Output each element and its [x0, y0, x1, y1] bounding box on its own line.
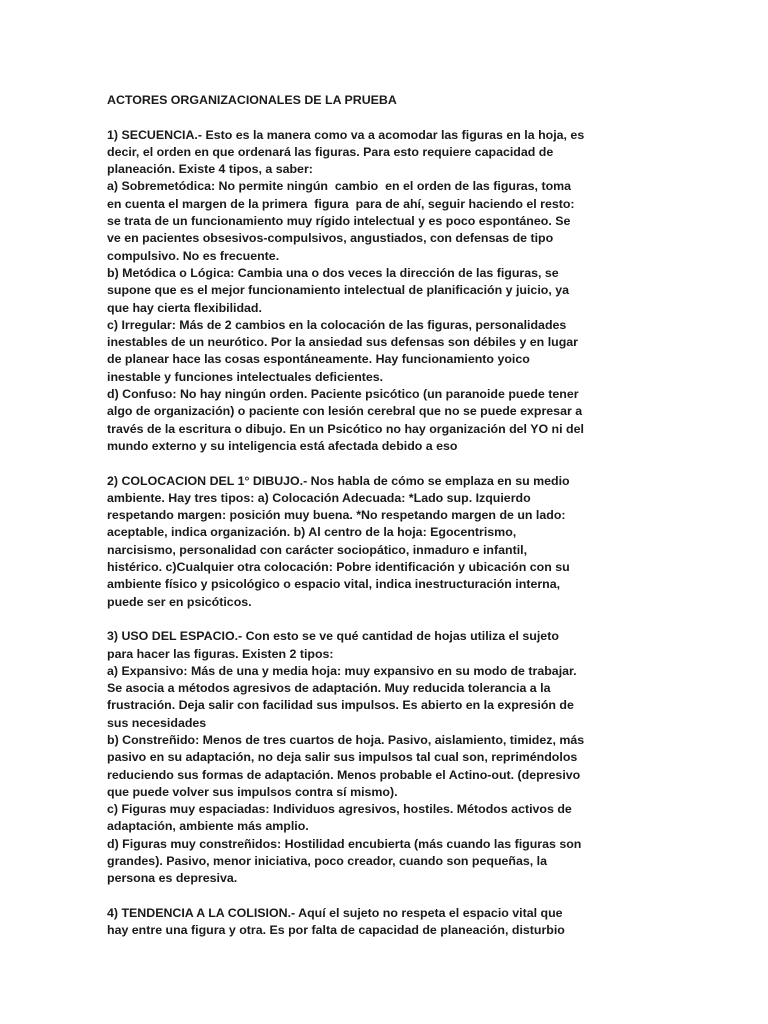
text-line: d) Figuras muy constreñidos: Hostilidad encubierta (más cuando las figuras son [107, 836, 582, 851]
text-line: 2) COLOCACION DEL 1° DIBUJO.- Nos habla de cómo se emplaza en su medio [107, 473, 570, 488]
text-line: que hay cierta flexibilidad. [107, 300, 262, 315]
text-line: ve en pacientes obsesivos-compulsivos, angustiados, con defensas de tipo [107, 231, 554, 246]
text-line: a) Expansivo: Más de una y media hoja: muy expansivo en su modo de trabajar. [107, 663, 577, 678]
text-line: ambiente físico y psicológico o espacio vital, indica inestructuración interna, [107, 577, 561, 592]
text-line: puede ser en psicóticos. [107, 594, 252, 609]
text-line: hay entre una figura y otra. Es por falta de capacidad de planeación, disturbio [107, 923, 565, 938]
text-line: sus necesidades [107, 715, 207, 730]
section-colocacion [107, 473, 729, 611]
text-line: compulsivo. No es frecuente. [107, 248, 280, 263]
text-line: través de la escritura o dibujo. En un Psicótico no hay organización del YO ni del [107, 421, 584, 436]
text-line: que puede volver sus impulsos contra sí mismo). [107, 784, 398, 799]
text-line: persona es depresiva. [107, 871, 238, 886]
section-uso-del-espacio [107, 628, 729, 887]
text-line: d) Confuso: No hay ningún orden. Paciente psicótico (un paranoide puede tener [107, 387, 579, 402]
section-tendencia-colision [107, 905, 729, 940]
text-line: de planear hace las cosas espontáneamente. Hay funcionamiento yoico [107, 352, 530, 367]
text-line: c) Figuras muy espaciadas: Individuos agresivos, hostiles. Métodos activos de [107, 802, 572, 817]
text-line: a) Sobremetódica: No permite ningún cambio en el orden de las figuras, toma [107, 179, 572, 194]
text-line: 1) SECUENCIA.- Esto es la manera como va a acomodar las figuras en la hoja, es [107, 127, 585, 142]
text-line: algo de organización) o paciente con lesión cerebral que no se puede expresar a [107, 404, 583, 419]
text-line: frustración. Deja salir con facilidad sus impulsos. Es abierto en la expresión de [107, 698, 574, 713]
text-line: b) Metódica o Lógica: Cambia una o dos veces la dirección de las figuras, se [107, 265, 559, 280]
section-secuencia [107, 127, 729, 456]
text-line: inestables de un neurótico. Por la ansiedad sus defensas son débiles y en lugar [107, 335, 578, 350]
text-line: decir, el orden en que ordenará las figuras. Para esto requiere capacidad de [107, 144, 554, 159]
document-title: ACTORES ORGANIZACIONALES DE LA PRUEBA [107, 93, 397, 107]
text-line: b) Constreñido: Menos de tres cuartos de hoja. Pasivo, aislamiento, timidez, más [107, 732, 585, 747]
text-line: grandes). Pasivo, menor iniciativa, poco creador, cuando son pequeñas, la [107, 854, 547, 869]
text-line: aceptable, indica organización. b) Al centro de la hoja: Egocentrismo, [107, 525, 517, 540]
text-line: planeación. Existe 4 tipos, a saber: [107, 162, 313, 177]
text-line: 3) USO DEL ESPACIO.- Con esto se ve qué cantidad de hojas utiliza el sujeto [107, 629, 559, 644]
text-line: histérico. c)Cualquier otra colocación: Pobre identificación y ubicación con su [107, 560, 570, 575]
text-line: respetando margen: posición muy buena. *No respetando margen de un lado: [107, 508, 566, 523]
text-line: Se asocia a métodos agresivos de adaptación. Muy reducida tolerancia a la [107, 681, 551, 696]
text-line: mundo externo y su inteligencia está afectada debido a eso [107, 438, 458, 453]
text-line: supone que es el mejor funcionamiento intelectual de planificación y juicio, ya [107, 283, 569, 298]
text-line: adaptación, ambiente más amplio. [107, 819, 309, 834]
text-line: en cuenta el margen de la primera figura para de ahí, seguir haciendo el resto: [107, 196, 575, 211]
text-line: pasivo en su adaptación, no deja salir sus impulsos tal cual son, repriméndolos [107, 750, 578, 765]
text-line: 4) TENDENCIA A LA COLISION.- Aquí el sujeto no respeta el espacio vital que [107, 905, 563, 920]
text-line: reduciendo sus formas de adaptación. Menos probable el Actino-out. (depresivo [107, 767, 581, 782]
document-page [107, 92, 729, 957]
text-line: inestable y funciones intelectuales deficientes. [107, 369, 384, 384]
text-line: c) Irregular: Más de 2 cambios en la colocación de las figuras, personalidades [107, 317, 567, 332]
text-line: para hacer las figuras. Existen 2 tipos: [107, 646, 334, 661]
text-line: narcisismo, personalidad con carácter sociopático, inmaduro e infantil, [107, 542, 528, 557]
text-line: se trata de un funcionamiento muy rígido intelectual y es poco espontáneo. Se [107, 214, 571, 229]
text-line: ambiente. Hay tres tipos: a) Colocación Adecuada: *Lado sup. Izquierdo [107, 490, 531, 505]
